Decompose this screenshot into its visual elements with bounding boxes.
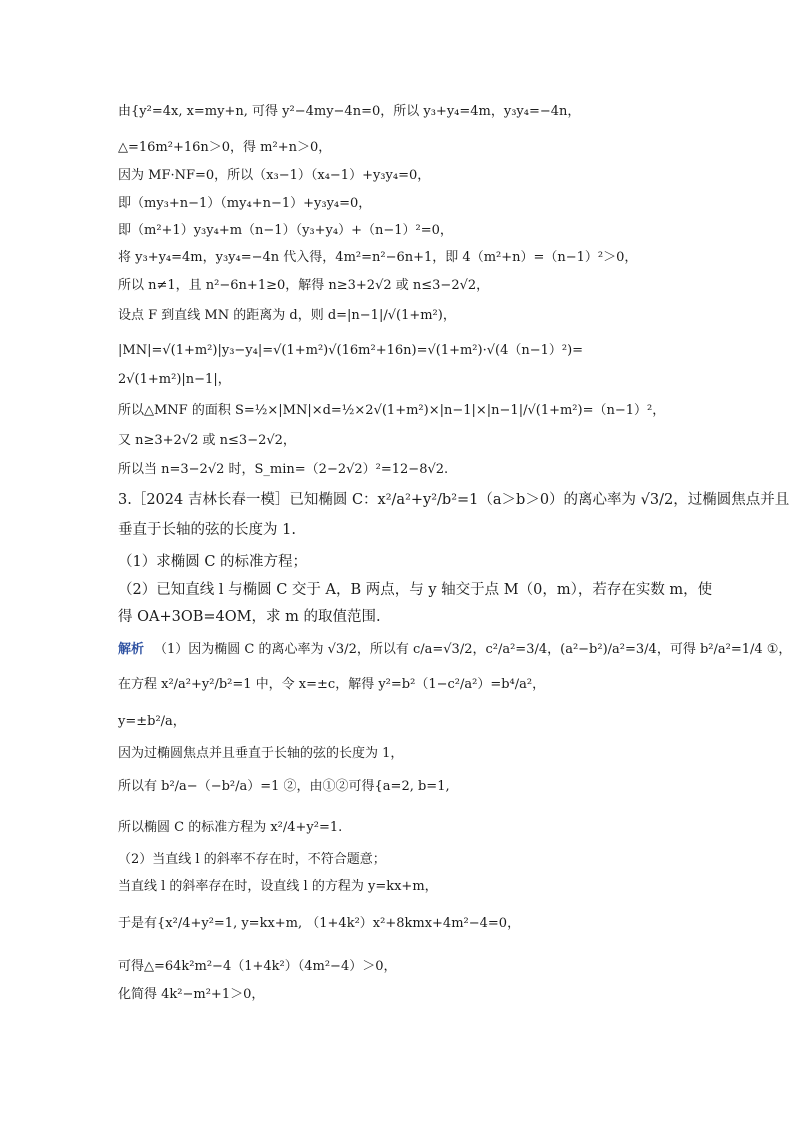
analysis-line-3: y=±b²/a，: [118, 714, 186, 729]
problem-3-line-2: 垂直于长轴的弦的长度为 1.: [118, 522, 296, 538]
analysis-line-8: 当直线 l 的斜率存在时，设直线 l 的方程为 y=kx+m，: [118, 879, 438, 894]
solution-line-4: 即（my₃+n−1）（my₄+n−1）+y₃y₄=0，: [118, 196, 372, 211]
analysis-line-5: 所以有 b²/a−（−b²/a）=1 ②，由①②可得{a=2, b=1,: [118, 779, 450, 794]
solution-line-9: |MN|=√(1+m²)|y₃−y₄|=√(1+m²)√(16m²+16n)=√(1+m²)·√(4（n−1）²)=: [118, 343, 584, 358]
analysis-label: 解析: [118, 642, 145, 657]
problem-3-line-1: 3.［2024 吉林长春一模］已知椭圆 C：x²/a²+y²/b²=1（a＞b＞0）的离心率为 √3/2，过椭圆焦点并且: [118, 492, 790, 508]
problem-3-part-2-line-2: 得 OA+3OB=4OM，求 m 的取值范围.: [118, 609, 381, 625]
analysis-line-1-text: （1）因为椭圆 C 的离心率为 √3/2，所以有 c/a=√3/2，c²/a²=3/4，(a²−b²)/a²=3/4，可得 b²/a²=1/4 ①，: [154, 642, 792, 657]
analysis-line-1: [118, 641, 792, 659]
solution-line-8: 设点 F 到直线 MN 的距离为 d，则 d=|n−1|/√(1+m²)，: [118, 308, 456, 323]
analysis-line-10: 可得△=64k²m²−4（1+4k²）（4m²−4）＞0，: [118, 959, 397, 974]
solution-line-13: 所以当 n=3−2√2 时，S_min=（2−2√2）²=12−8√2.: [118, 462, 449, 477]
analysis-line-6: 所以椭圆 C 的标准方程为 x²/4+y²=1.: [118, 820, 343, 835]
solution-line-3: 因为 MF·NF=0，所以（x₃−1）（x₄−1）+y₃y₄=0，: [118, 168, 431, 183]
solution-line-7: 所以 n≠1，且 n²−6n+1≥0，解得 n≥3+2√2 或 n≤3−2√2，: [118, 278, 490, 293]
problem-3-part-2-line-1: （2）已知直线 l 与椭圆 C 交于 A，B 两点，与 y 轴交于点 M（0，m），若存在实数 m，使: [118, 582, 713, 598]
analysis-line-9: 于是有{x²/4+y²=1, y=kx+m, （1+4k²）x²+8kmx+4m²−4=0，: [118, 916, 521, 931]
problem-3-part-1: （1）求椭圆 C 的标准方程；: [118, 554, 308, 570]
solution-line-10: 2√(1+m²)|n−1|，: [118, 372, 231, 387]
solution-line-2: △=16m²+16n＞0，得 m²+n＞0，: [118, 140, 332, 155]
solution-line-6: 将 y₃+y₄=4m，y₃y₄=−4n 代入得，4m²=n²−6n+1，即 4（m²+n）=（n−1）²＞0，: [118, 250, 638, 265]
analysis-line-4: 因为过椭圆焦点并且垂直于长轴的弦的长度为 1，: [118, 746, 404, 761]
analysis-line-11: 化简得 4k²−m²+1＞0，: [118, 987, 265, 1002]
solution-line-11: 所以△MNF 的面积 S=½×|MN|×d=½×2√(1+m²)×|n−1|×|n−1|/√(1+m²)=（n−1）²，: [118, 403, 666, 418]
analysis-line-7: （2）当直线 l 的斜率不存在时，不符合题意；: [118, 852, 386, 867]
solution-line-5: 即（m²+1）y₃y₄+m（n−1）（y₃+y₄）+（n−1）²=0，: [118, 223, 453, 238]
solution-line-12: 又 n≥3+2√2 或 n≤3−2√2，: [118, 433, 296, 448]
analysis-line-2: 在方程 x²/a²+y²/b²=1 中，令 x=±c，解得 y²=b²（1−c²/a²）=b⁴/a²，: [118, 677, 546, 692]
solution-line-1: 由{y²=4x, x=my+n, 可得 y²−4my−4n=0，所以 y₃+y₄=4m，y₃y₄=−4n，: [118, 104, 581, 119]
